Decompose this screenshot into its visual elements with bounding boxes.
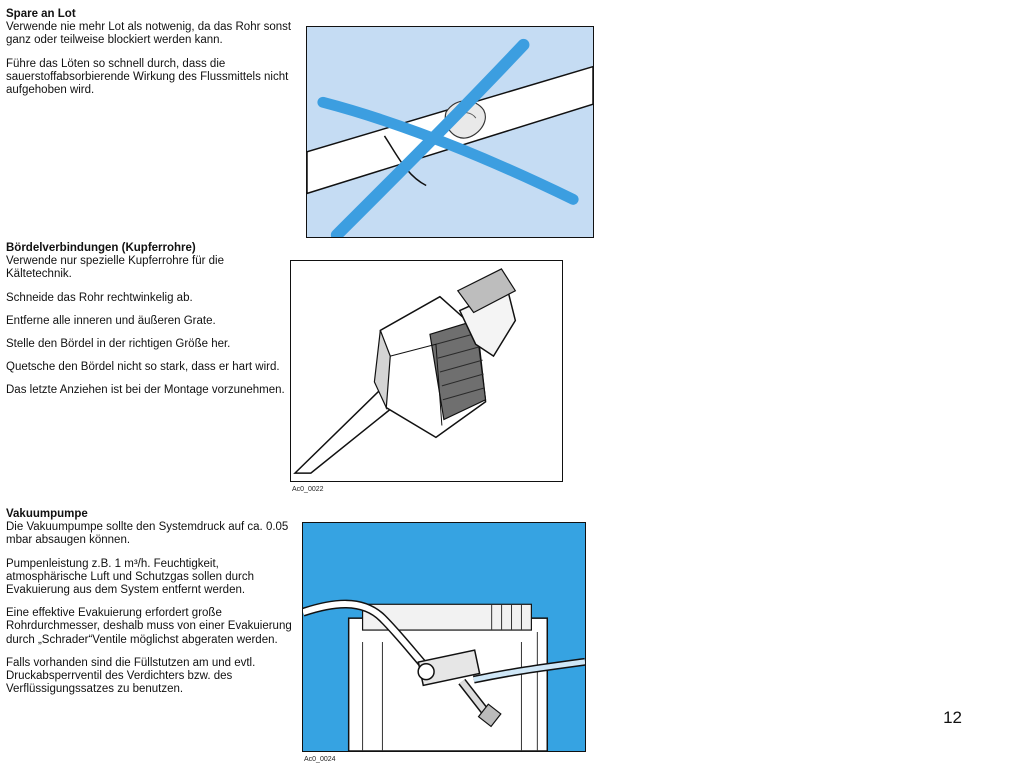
paragraph: Schneide das Rohr rechtwinkelig ab. [6, 291, 193, 304]
paragraph: Pumpenleistung z.B. 1 m³/h. Feuchtigkeit, atmosphärische Luft und Schutzgas sollen durch Evakuierung aus dem System entfernt werden. [6, 557, 255, 597]
section-boerdelverbindungen [6, 242, 286, 408]
paragraph: Entferne alle inneren und äußeren Grate. [6, 314, 216, 327]
figure-vacuum-connection [302, 522, 586, 752]
section-vakuumpumpe [6, 508, 292, 706]
solder-illustration [307, 27, 593, 237]
paragraph: Falls vorhanden sind die Füllstutzen am und evtl. Druckabsperrventil des Verdichters bzw. des Verflüssigungssatzes zu benutzen. [6, 656, 256, 696]
page-number: 12 [943, 708, 962, 727]
paragraph: Quetsche den Bördel nicht so stark, dass er hart wird. [6, 361, 280, 374]
paragraph: Die Vakuumpumpe sollte den Systemdruck auf ca. 0.05 mbar absaugen können. [6, 521, 289, 547]
figure-solder-crossed [306, 26, 594, 238]
compressor-housing [349, 618, 548, 751]
figure-caption: Ac0_0022 [292, 486, 324, 493]
section-heading: Vakuumpumpe [6, 508, 88, 520]
paragraph: Führe das Löten so schnell durch, dass die sauerstoffabsorbierende Wirkung des Flussmittels nicht aufgehoben wird. [6, 57, 289, 97]
paragraph: Stelle den Bördel in der richtigen Größe her. [6, 338, 231, 351]
paragraph: Das letzte Anziehen ist bei der Montage vorzunehmen. [6, 384, 285, 397]
section-heading: Spare an Lot [6, 8, 76, 20]
figure-flare-nut [290, 260, 563, 482]
section-spare-an-lot [6, 8, 296, 107]
paragraph: Eine effektive Evakuierung erfordert große Rohrdurchmesser, deshalb muss von einer Evakuierung durch „Schrader“Ventile möglichst abgeraten werden. [6, 607, 292, 646]
figure-caption: Ac0_0024 [304, 756, 336, 763]
paragraph: Verwende nie mehr Lot als notwenig, da das Rohr sonst ganz oder teilweise blockiert werden kann. [6, 21, 292, 47]
vacuum-illustration [303, 523, 585, 751]
section-heading: Bördelverbindungen (Kupferrohre) [6, 242, 196, 254]
paragraph: Verwende nur spezielle Kupferrohre für die Kältetechnik. [6, 255, 224, 281]
flare-nut-illustration [291, 261, 562, 481]
